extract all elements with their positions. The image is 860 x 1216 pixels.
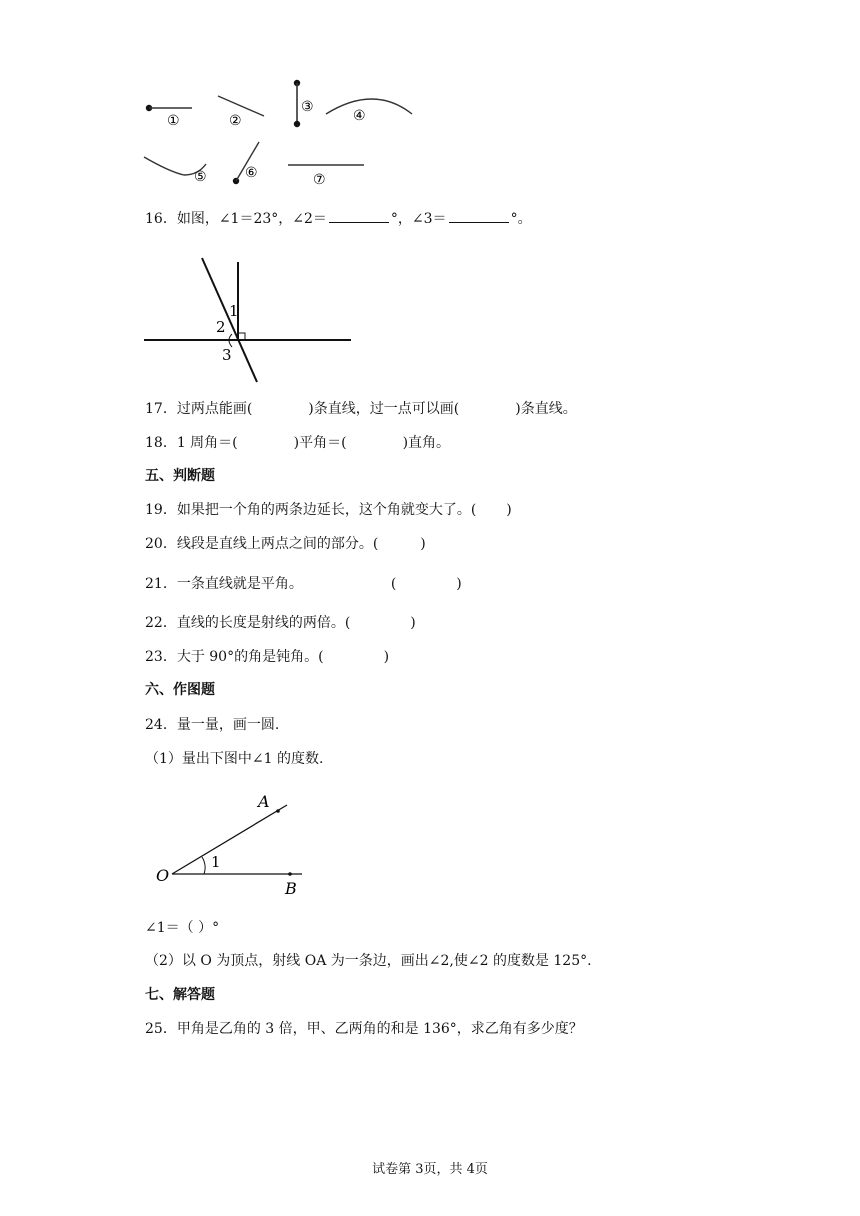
question-text-c: )直角。 — [402, 435, 451, 451]
question-text-a: 如图，∠1＝23°，∠2＝ — [176, 211, 327, 227]
section-title-drawing: 六、作图题 — [145, 682, 215, 698]
answer-blank-angle-3[interactable] — [449, 208, 509, 223]
page-footer: 试卷第 3页，共 4页 — [372, 1162, 488, 1177]
point-label-O: O — [156, 866, 170, 885]
figure-3-segment — [294, 80, 300, 127]
question-17 — [145, 399, 577, 419]
close-paren: ) — [506, 502, 512, 518]
question-21 — [145, 574, 462, 594]
question-text-b: °，∠3＝ — [390, 211, 447, 227]
close-paren: ) — [410, 615, 416, 631]
question-23 — [145, 647, 389, 667]
figure-label-2: ② — [229, 113, 242, 129]
figure-label-6: ⑥ — [245, 165, 258, 181]
angle-label-1: 1 — [211, 853, 221, 871]
question-24-part-1: （1）量出下图中∠1 的度数. — [145, 751, 324, 767]
question-number: 17． — [145, 401, 177, 417]
figure-label-3: ③ — [301, 99, 314, 115]
question-number: 24． — [145, 717, 177, 733]
question-number: 18． — [145, 435, 177, 451]
question-text: 甲角是乙角的 3 倍，甲、乙两角的和是 136°，求乙角有多少度？ — [176, 1021, 583, 1037]
question-text: 一条直线就是平角。 — [176, 576, 303, 592]
section-title-solve: 七、解答题 — [145, 987, 215, 1003]
question-text-c: )条直线。 — [515, 401, 577, 417]
question-25 — [145, 1019, 583, 1039]
question-number: 23． — [145, 649, 177, 665]
answer-blank-angle-2[interactable] — [329, 208, 389, 223]
question-text: 量一量，画一圆. — [176, 717, 280, 733]
question-text: 大于 90°的角是钝角。( — [176, 649, 324, 665]
angle-label-3: 3 — [222, 346, 232, 364]
figure-4-curve — [326, 99, 412, 114]
question-18 — [145, 433, 450, 453]
question-number: 19． — [145, 502, 177, 518]
angle-label-2: 2 — [216, 318, 226, 336]
line-types-figure — [140, 76, 430, 192]
answer-angle-1[interactable]: ∠1＝（ ）° — [145, 920, 220, 936]
question-text: 直线的长度是射线的两倍。( — [176, 615, 351, 631]
question-text-c: °。 — [510, 211, 532, 227]
question-text-a: 1 周角＝( — [176, 435, 238, 451]
question-text: 线段是直线上两点之间的部分。( — [176, 536, 379, 552]
question-number: 25． — [145, 1021, 177, 1037]
question-22 — [145, 613, 416, 633]
figure-label-7: ⑦ — [313, 172, 326, 188]
question-24 — [145, 715, 279, 735]
question-text: 如果把一个角的两条边延长，这个角就变大了。( — [176, 502, 477, 518]
figure-label-1: ① — [167, 113, 180, 129]
question-number: 21． — [145, 576, 177, 592]
question-16 — [145, 208, 532, 229]
question-24-part-2: （2）以 O 为顶点，射线 OA 为一条边，画出∠2,使∠2 的度数是 125°. — [145, 953, 592, 969]
angle-figure-q24 — [150, 788, 310, 900]
point-label-B: B — [285, 879, 297, 898]
question-text-a: 过两点能画( — [176, 401, 253, 417]
open-paren: ( — [390, 576, 397, 592]
angle-label-1: 1 — [229, 302, 239, 320]
question-number: 16． — [145, 211, 177, 227]
close-paren: ) — [420, 536, 426, 552]
question-number: 22． — [145, 615, 177, 631]
section-title-true-false: 五、判断题 — [145, 468, 215, 484]
question-text-b: )条直线，过一点可以画( — [308, 401, 460, 417]
question-19 — [145, 500, 512, 520]
angle-figure-q16 — [140, 252, 360, 388]
figure-label-4: ④ — [353, 108, 366, 124]
question-text-b: )平角＝( — [293, 435, 347, 451]
point-label-A: A — [258, 792, 270, 811]
figure-1-ray — [146, 105, 192, 111]
question-20 — [145, 534, 426, 554]
figure-label-5: ⑤ — [194, 169, 207, 185]
close-paren: ) — [383, 649, 390, 665]
close-paren: ) — [456, 576, 462, 592]
question-number: 20． — [145, 536, 177, 552]
